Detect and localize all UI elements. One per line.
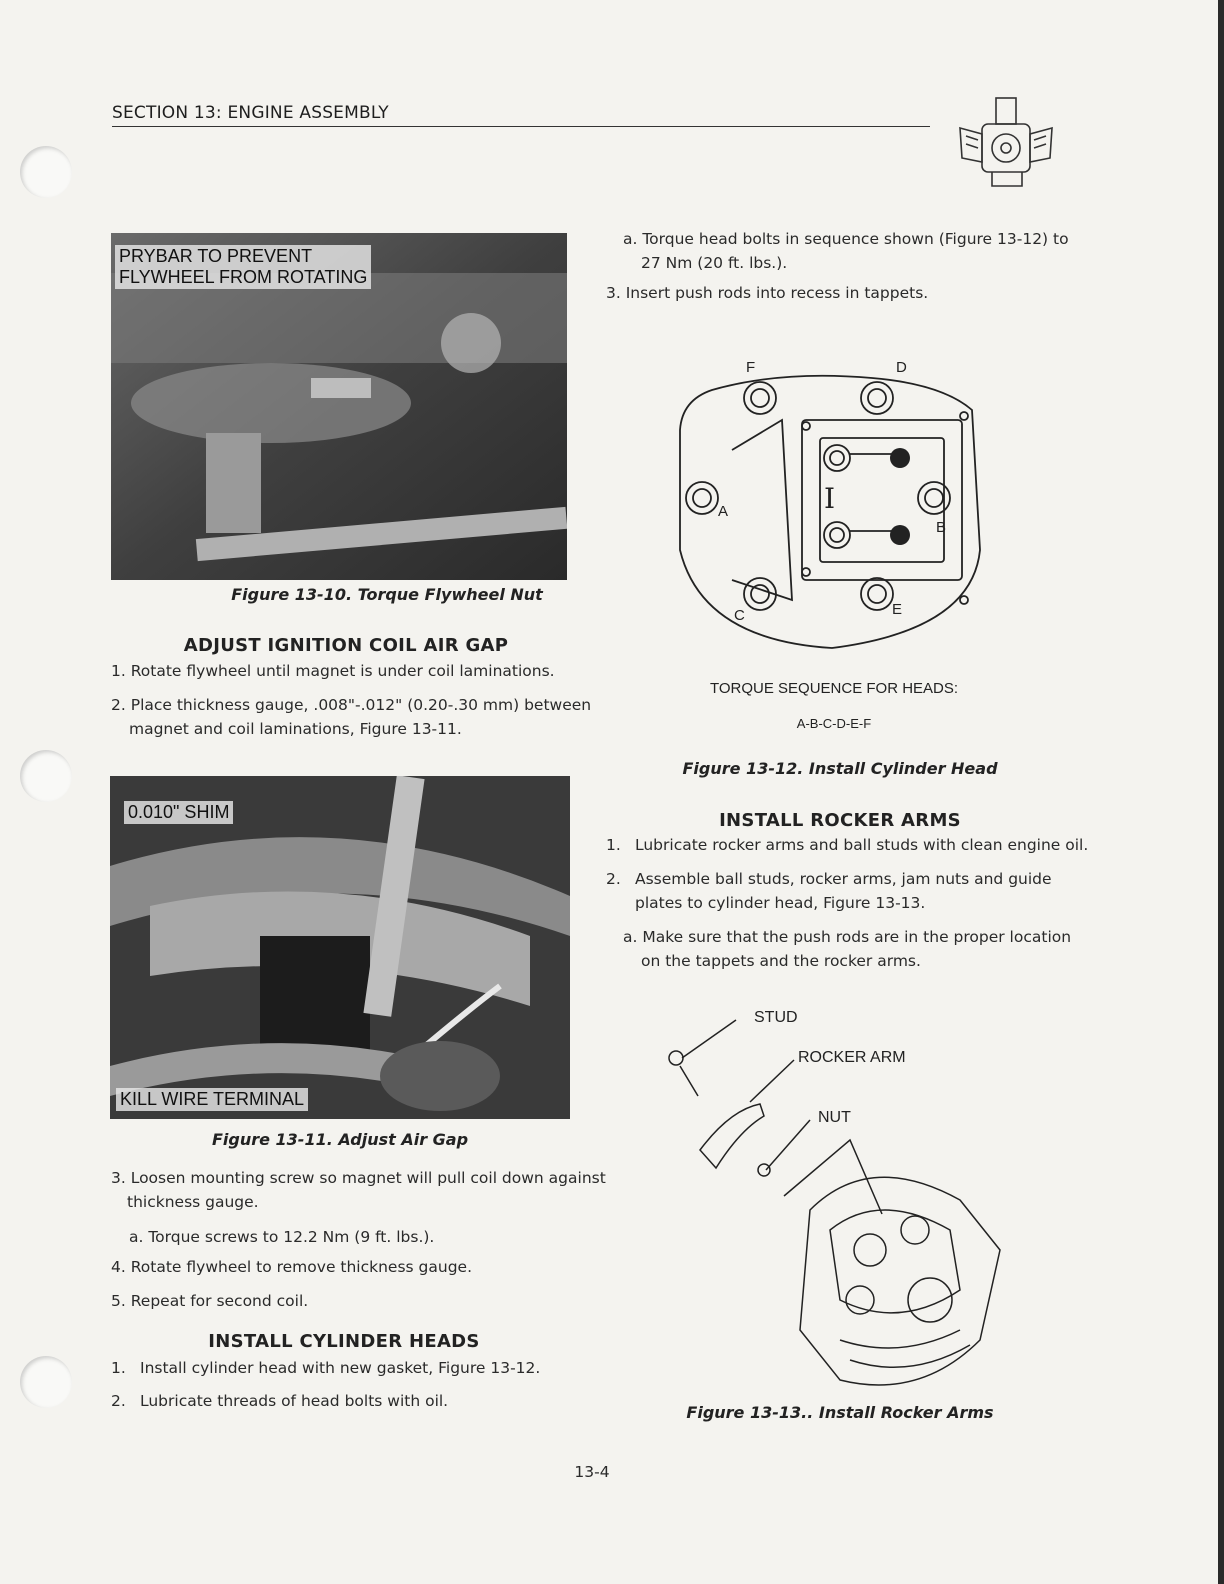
- rocker-arm-diagram: [660, 1000, 1020, 1400]
- label-B: B: [936, 519, 947, 536]
- heads-step-2a-line-2: 27 Nm (20 ft. lbs.).: [641, 254, 788, 272]
- figure-13-12-caption: Figure 13-12. Install Cylinder Head: [682, 759, 998, 778]
- heading-install-heads: INSTALL CYLINDER HEADS: [208, 1331, 480, 1352]
- torque-sequence: A-B-C-D-E-F: [796, 716, 872, 731]
- rocker-step-2-line-1: Assemble ball studs, rocker arms, jam nuts and guide: [635, 870, 1052, 888]
- label-stud: STUD: [754, 1009, 798, 1026]
- torque-sequence-title: TORQUE SEQUENCE FOR HEADS:: [709, 680, 959, 697]
- ignition-step-5: 5. Repeat for second coil.: [111, 1292, 309, 1310]
- scan-edge: [1218, 0, 1224, 1584]
- heads-step-2: Lubricate threads of head bolts with oil.: [140, 1392, 449, 1410]
- ignition-step-3-line-1: 3. Loosen mounting screw so magnet will pull coil down against: [111, 1169, 606, 1187]
- rocker-step-2a-line-2: on the tappets and the rocker arms.: [641, 952, 921, 970]
- label-D: D: [896, 359, 907, 376]
- rocker-step-1: Lubricate rocker arms and ball studs with clean engine oil.: [635, 836, 1089, 854]
- kill-wire-callout: KILL WIRE TERMINAL: [116, 1088, 308, 1111]
- heads-step-1: Install cylinder head with new gasket, Figure 13-12.: [140, 1359, 541, 1377]
- ignition-step-4: 4. Rotate flywheel to remove thickness gauge.: [111, 1258, 473, 1276]
- ignition-step-2-line-2: magnet and coil laminations, Figure 13-11.: [129, 720, 462, 738]
- label-nut: NUT: [818, 1109, 851, 1126]
- figure-13-10-caption: Figure 13-10. Torque Flywheel Nut: [231, 585, 543, 604]
- heads-step-1-number: 1.: [111, 1359, 126, 1377]
- ignition-step-3-line-2: thickness gauge.: [127, 1193, 259, 1211]
- page-number: 13-4: [574, 1463, 610, 1481]
- engine-illustration-icon: [952, 88, 1060, 194]
- label-C: C: [734, 607, 745, 624]
- ignition-step-3a: a. Torque screws to 12.2 Nm (9 ft. lbs.).: [129, 1228, 435, 1246]
- heading-install-rocker: INSTALL ROCKER ARMS: [719, 810, 961, 831]
- label-F: F: [746, 359, 756, 376]
- figure-13-13-caption: Figure 13-13.. Install Rocker Arms: [686, 1403, 994, 1422]
- shim-callout: 0.010" SHIM: [124, 801, 233, 824]
- heads-step-2-number: 2.: [111, 1392, 126, 1410]
- rocker-step-2a-line-1: a. Make sure that the push rods are in the proper location: [623, 928, 1072, 946]
- air-gap-photo: [110, 776, 570, 1119]
- label-E: E: [892, 601, 903, 618]
- label-rocker-arm: ROCKER ARM: [798, 1049, 906, 1066]
- label-I: I: [824, 482, 836, 515]
- ignition-step-1: 1. Rotate flywheel until magnet is under coil laminations.: [111, 662, 555, 680]
- heads-step-2a-line-1: a. Torque head bolts in sequence shown (Figure 13-12) to: [623, 230, 1069, 248]
- binder-hole-top: [20, 146, 72, 198]
- prybar-callout-line-1: PRYBAR TO PREVENT: [119, 246, 313, 266]
- cylinder-head-diagram: [672, 350, 992, 660]
- rocker-step-2-line-2: plates to cylinder head, Figure 13-13.: [635, 894, 926, 912]
- rocker-step-2-number: 2.: [606, 870, 621, 888]
- flywheel-photo: [111, 233, 567, 580]
- heading-adjust-ignition: ADJUST IGNITION COIL AIR GAP: [183, 635, 509, 656]
- prybar-callout-line-2: FLYWHEEL FROM ROTATING: [119, 267, 368, 287]
- heads-step-3: 3. Insert push rods into recess in tappets.: [606, 284, 929, 302]
- section-title: SECTION 13: ENGINE ASSEMBLY: [112, 103, 389, 123]
- ignition-step-2-line-1: 2. Place thickness gauge, .008"-.012" (0.20-.30 mm) between: [111, 696, 592, 714]
- header-rule: [112, 126, 930, 127]
- rocker-step-1-number: 1.: [606, 836, 621, 854]
- prybar-callout: [115, 245, 371, 289]
- binder-hole-bottom: [20, 1356, 72, 1408]
- label-A: A: [718, 503, 729, 520]
- figure-13-11-caption: Figure 13-11. Adjust Air Gap: [211, 1130, 469, 1149]
- binder-hole-middle: [20, 750, 72, 802]
